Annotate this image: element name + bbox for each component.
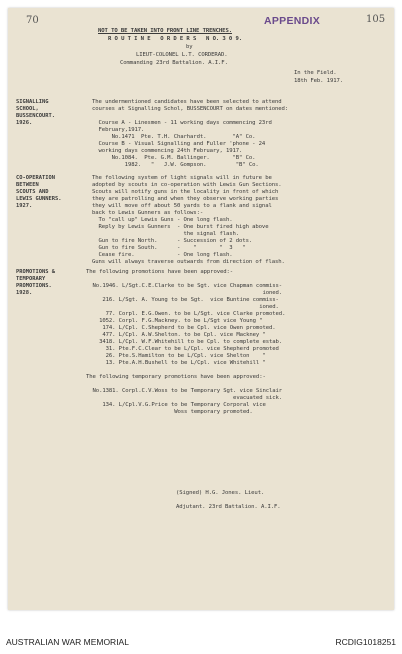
archive-footer xyxy=(0,617,402,654)
header-title: R O U T I N E O R D E R S N O. 3 0 9. xyxy=(108,36,242,42)
section-body-promotions: The following promotions have been approved:- No.1946. L/Sgt.C.E.Clarke to be Sgt. vice Chapman commiss- ioned. 216. L/Sgt. A. Young to be Sgt. vice Buntine commiss- ioned. 77. Corpl. E.G.Owen. to be L/Sgt. vice Clarke promoted. 1052. Corpl. F.G.Mackney. to be L/Sgt vice Young " 174. L/Cpl. C.Shepherd to be Cpl. vice Owen promoted. 477. L/Cpl. A.W.Shelton. to be Cpl. vice Mackney " 3418. L/Cpl. W.F.Whitehill to be Cpl. to complete estab. 31. Pte.F.C.Clear to be L/Cpl. vice Shepherd promoted 26. Pte.S.Hamilton to be L/Cpl. vice Shelton " 13. Pte.A.H.Bushell to be L/Cpl. vice Whitehill " The following temporary promotions have been approved:- No.1381. Corpl.C.V.Woss to be Temporary Sgt. vice Sinclair evacuated sick. 134. L/Cpl.V.G.Price to be Temporary Corporal vice Woss temporary promoted. xyxy=(86,269,286,415)
signature-line: (Signed) H.G. Jones. Lieut. xyxy=(176,490,265,496)
section-margin-promotions: PROMOTIONS & TEMPORARY PROMOTIONS. 1928. xyxy=(16,269,55,296)
header-date: 18th Feb. 1917. xyxy=(294,78,344,84)
header-commander: LIEUT-COLONEL L.T. CORDERAD. xyxy=(136,52,228,58)
section-margin-cooperation: CO-OPERATION BETWEEN SCOUTS AND LEWIS GUNNERS. 1927. xyxy=(16,175,62,209)
section-margin-signalling: SIGNALLING SCHOOL, BUSSENCOURT. 1926. xyxy=(16,99,55,126)
page-number-left: 70 xyxy=(26,15,39,26)
section-body-signalling: The undermentioned candidates have been selected to attend courses at Signalling Schol, BUSSENCOURT on dates mentioned: Course A - Linesmen - 11 working days commencing 23rd February,1917. No.1471 Pte. T.H. Charhardt. "A" Co. Course B - Visual Signalling and Fuller 'phone - 24 working days commencing 24th February, 1917. No.1084. Pte. G.M. Ballinger. "B" Co. 1982. " J.W. Gompson. "B" Co. xyxy=(92,99,289,168)
header-warning: NOT TO BE TAKEN INTO FRONT LINE TRENCHES. xyxy=(98,28,232,34)
record-id: RCDIG1018251 xyxy=(335,637,396,647)
page-number-right: 105 xyxy=(366,14,386,25)
document-page xyxy=(8,8,394,610)
section-body-cooperation: The following system of light signals will in future be adopted by scouts in co-operation with Lewis Gun Sections. Scouts will notify guns in the locality in front of which they are patrolling and when they observe working parties they will move off about 50 yards to a flank and signal back to Lewis Gunners as follows:- To "call up" Lewis Guns - One long flash. Reply by Lewis Gunners - One burst fired high above the signal flash. Gun to fire North. - Succession of 2 dots. Gun to fire South. - " " 3 " Cease fire. - One long flash. Guns will always traverse outwards from direction of flash. xyxy=(92,175,285,265)
appendix-stamp: APPENDIX xyxy=(264,15,321,27)
header-place: In the Field. xyxy=(294,70,337,76)
archive-name: AUSTRALIAN WAR MEMORIAL xyxy=(6,637,129,647)
signature-title: Adjutant. 23rd Battalion. A.I.F. xyxy=(176,504,281,510)
header-command: Commanding 23rd Battalion. A.I.F. xyxy=(120,60,228,66)
header-by: by xyxy=(186,44,193,50)
